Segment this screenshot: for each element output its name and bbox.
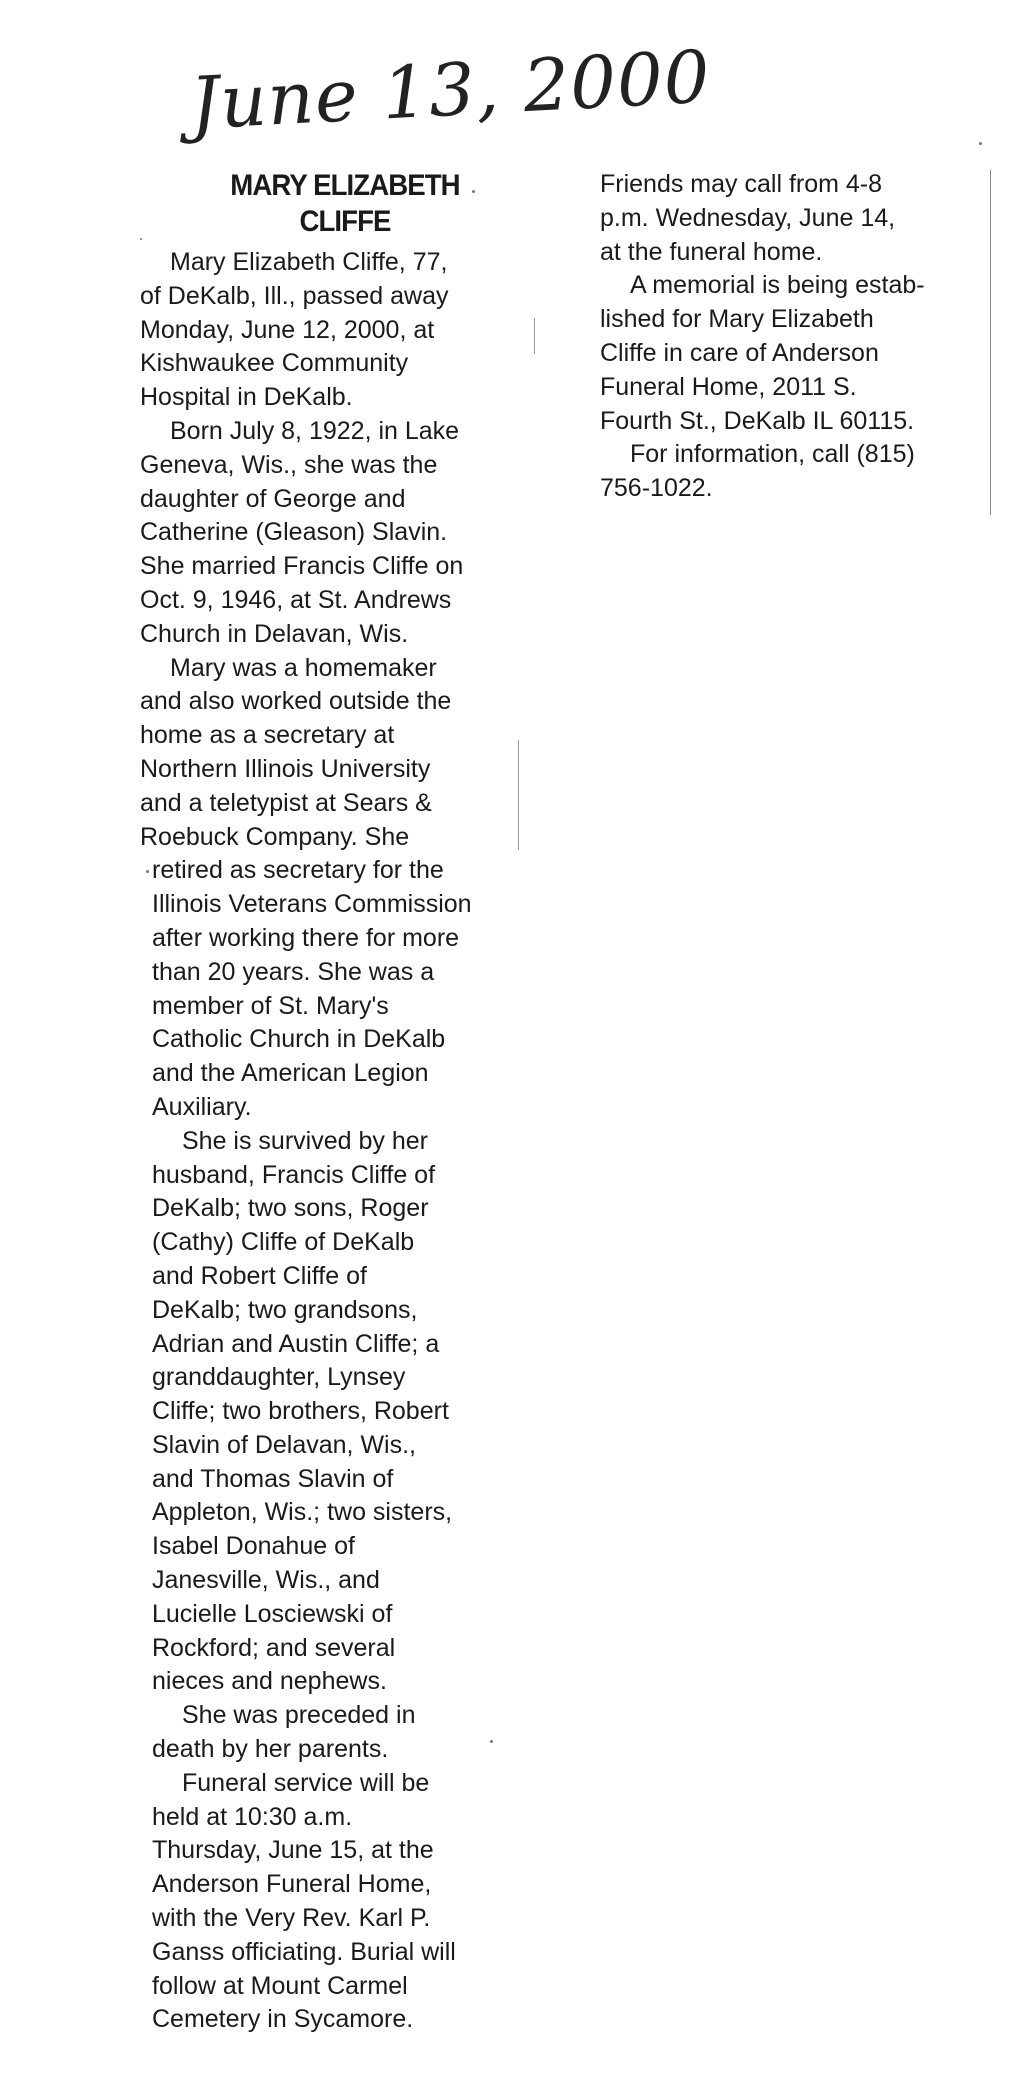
obituary-right-column xyxy=(600,168,990,506)
paragraph-preceded: She was preceded in death by her parents. xyxy=(152,1701,416,1764)
scan-speck xyxy=(979,142,982,145)
paragraph-funeral-service: Funeral service will be held at 10:30 a.m. Thursday, June 15, at the Anderson Funeral Home, with the Very Rev. Karl P. Ganss officiating. Burial will follow at Mount Carmel Cemetery in Sycamore. xyxy=(152,1768,456,2034)
scan-speck xyxy=(472,190,475,193)
paragraph-contact-info: For information, call (815) 756-1022. xyxy=(600,440,915,503)
clipping-edge-mark xyxy=(990,170,991,515)
paragraph-birth-marriage: Born July 8, 1922, in Lake Geneva, Wis., she was the daughter of George and Catherine (Gleason) Slavin. She married Francis Cliffe on Oct. 9, 1946, at St. Andrews Church in Delavan, Wis. xyxy=(140,416,464,648)
obituary-headline xyxy=(156,168,533,240)
scan-speck xyxy=(490,1740,493,1743)
paragraph-survivors: She is survived by her husband, Francis Cliffe of DeKalb; two sons, Roger (Cathy) Cliffe of DeKalb and Robert Cliffe of DeKalb; two grandsons, Adrian and Austin Cliffe; a granddaughter, Lynsey Cliffe; two brothers, Robert Slavin of Delavan, Wis., and Thomas Slavin of Appleton, Wis.; two sisters, Isabel Donahue of Janesville, Wis., and Lucielle Losciewski of Rockford; and several nieces and nephews. xyxy=(152,1126,453,1696)
paragraph-career-part-2: retired as secretary for the Illinois Veterans Commission after working there for more than 20 years. She was a member of St. Mary's Catholic Church in DeKalb and the American Legion Auxiliary. xyxy=(152,856,472,1121)
scan-speck xyxy=(146,870,149,873)
handwritten-date: June 13, 2000 xyxy=(188,34,713,146)
headline-line-1: MARY ELIZABETH xyxy=(230,169,460,202)
clipping-edge-mark xyxy=(534,318,535,354)
headline-line-2: CLIFFE xyxy=(299,205,391,238)
paragraph-visitation: Friends may call from 4-8 p.m. Wednesday, June 14, at the funeral home. xyxy=(600,170,896,266)
clipping-edge-mark xyxy=(518,740,519,850)
paragraph-memorial: A memorial is being estab- lished for Mary Elizabeth Cliffe in care of Anderson Funeral Home, 2011 S. Fourth St., DeKalb IL 60115. xyxy=(600,271,925,435)
paragraph-career-part-1: Mary was a homemaker and also worked outside the home as a secretary at Northern Illinois University and a teletypist at Sears & Roebuck Company. She xyxy=(140,653,452,851)
obituary-left-column xyxy=(140,168,550,2037)
scan-speck xyxy=(140,238,142,240)
paragraph-death-notice: Mary Elizabeth Cliffe, 77, of DeKalb, Ill., passed away Monday, June 12, 2000, at Kishwaukee Community Hospital in DeKalb. xyxy=(140,248,449,412)
